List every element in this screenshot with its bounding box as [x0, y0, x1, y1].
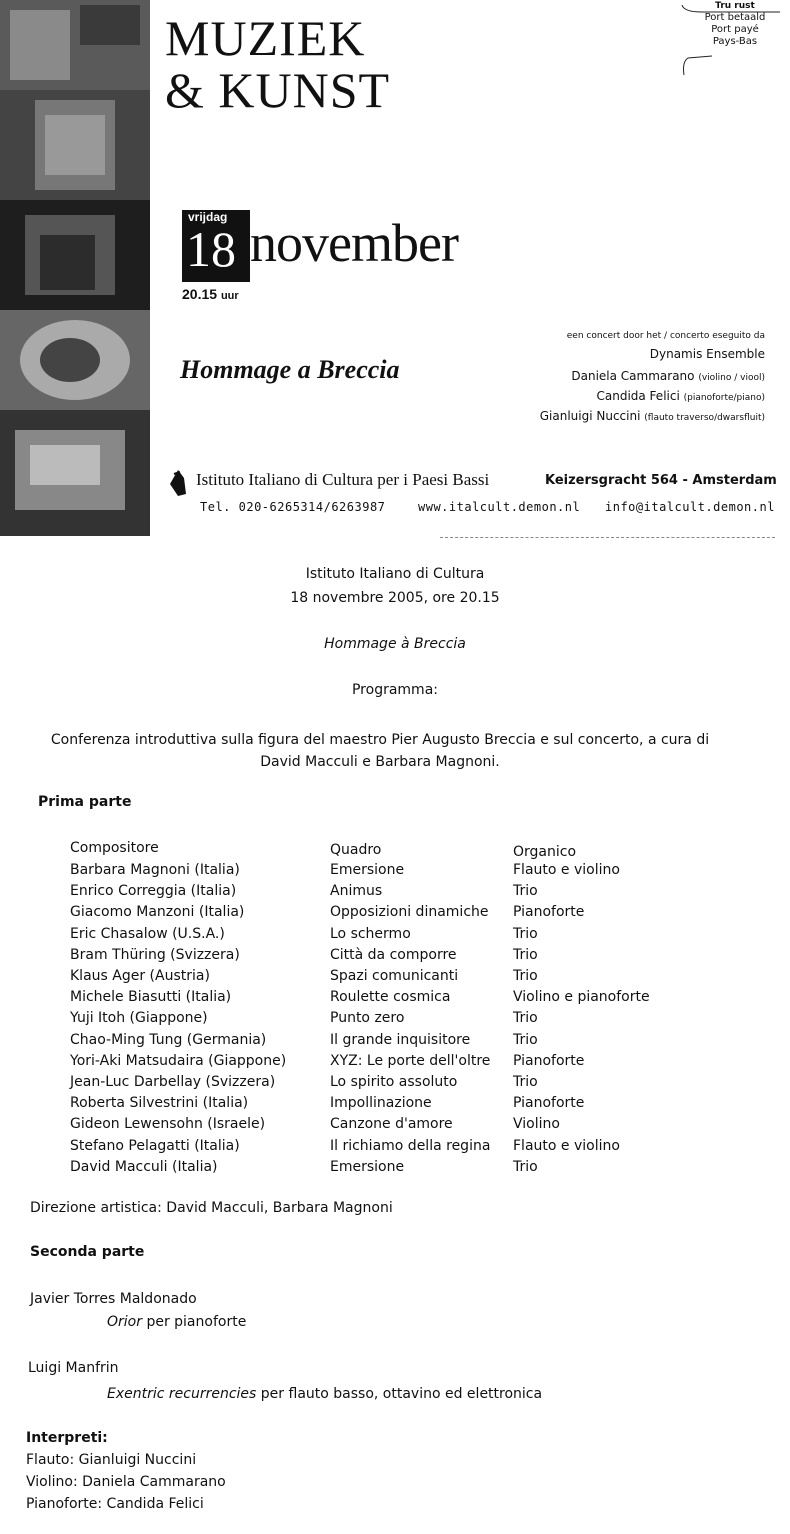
performer: Gianluigi Nuccini (flauto traverso/dwarsfluit) — [539, 409, 765, 423]
institute-name: Istituto Italiano di Cultura per i Paesi Bassi — [196, 470, 490, 489]
composer-cell: Gideon Lewensohn (Israele) — [70, 1116, 266, 1133]
day-number: 18 — [186, 221, 236, 277]
second-part-work — [107, 1386, 542, 1402]
work-instrumentation: per flauto basso, ottavino ed elettronica — [260, 1386, 543, 1402]
day-name: vrijdag — [188, 210, 228, 224]
seconda-parte-heading: Seconda parte — [30, 1244, 145, 1260]
composer-cell: Giacomo Manzoni (Italia) — [70, 904, 245, 921]
ensemble-name: Dynamis Ensemble — [649, 347, 765, 361]
event-title: Hommage a Breccia — [180, 355, 400, 384]
interpreter: Flauto: Gianluigi Nuccini — [26, 1452, 197, 1468]
table-row — [0, 904, 790, 925]
second-part-composer: Javier Torres Maldonado — [30, 1291, 197, 1307]
table-row — [0, 1159, 790, 1180]
ensemble-cell: Trio — [513, 946, 538, 963]
interpreti-heading: Interpreti: — [26, 1430, 108, 1446]
composer-cell: Klaus Ager (Austria) — [70, 968, 210, 984]
month: november — [250, 213, 458, 273]
piece-cell: Opposizioni dinamiche — [330, 904, 489, 921]
venue: Istituto Italiano di Cultura — [305, 566, 485, 582]
interpreter: Pianoforte: Candida Felici — [26, 1496, 204, 1512]
piece-cell: Animus — [330, 883, 383, 900]
ensemble-cell: Trio — [513, 1031, 538, 1048]
table-row — [0, 862, 790, 883]
composer-cell: Jean-Luc Darbellay (Svizzera) — [70, 1074, 276, 1090]
piece-cell: Roulette cosmica — [330, 989, 451, 1006]
performer: Candida Felici (pianoforte/piano) — [596, 389, 765, 403]
piece-cell: Canzone d'amore — [330, 1116, 453, 1133]
column-header-composer: Compositore — [70, 840, 159, 856]
piece-cell: Impollinazione — [330, 1095, 432, 1112]
column-header-piece: Quadro — [330, 842, 382, 858]
postal-line-2: Port payé — [711, 24, 759, 35]
table-row — [0, 968, 790, 989]
composer-cell: David Macculi (Italia) — [70, 1158, 218, 1175]
photo-collage — [0, 0, 150, 536]
second-part-work — [107, 1314, 246, 1330]
institute-logo-icon — [164, 468, 190, 498]
composer-cell: Enrico Correggia (Italia) — [70, 883, 237, 900]
ensemble-cell: Pianoforte — [513, 1095, 585, 1112]
postal-top: Tru rust — [715, 1, 755, 11]
column-header-ensemble: Organico — [513, 844, 577, 860]
second-part-composer: Luigi Manfrin — [28, 1360, 119, 1376]
ensemble-cell: Trio — [513, 883, 538, 900]
prima-parte-heading: Prima parte — [38, 794, 132, 810]
piece-cell: Lo spirito assoluto — [330, 1074, 458, 1090]
ensemble-cell: Flauto e violino — [513, 1137, 620, 1154]
ensemble-cell: Trio — [513, 1010, 538, 1027]
introduction: Conferenza introduttiva sulla figura del maestro Pier Augusto Breccia e sul concerto, a cura di David Macculi e Barbara Magnoni. — [50, 732, 710, 770]
composer-cell: Bram Thüring (Svizzera) — [70, 946, 240, 963]
piece-cell: Emersione — [330, 862, 405, 878]
performer: Daniela Cammarano (violino / viool) — [571, 369, 765, 383]
institute-phone: Tel. 020-6265314/6263987 — [200, 500, 386, 514]
piece-cell: Il grande inquisitore — [330, 1031, 471, 1048]
table-row — [0, 989, 790, 1010]
table-row — [0, 1053, 790, 1074]
piece-cell: Lo schermo — [330, 925, 411, 942]
ensemble-cell: Flauto e violino — [513, 862, 620, 878]
table-row — [0, 1010, 790, 1031]
table-row — [0, 1095, 790, 1116]
ensemble-cell: Trio — [513, 968, 538, 984]
ensemble-info — [540, 327, 765, 427]
ensemble-cell: Violino e pianoforte — [513, 989, 650, 1006]
composer-cell: Stefano Pelagatti (Italia) — [70, 1137, 240, 1154]
piece-cell: Punto zero — [330, 1010, 405, 1027]
institute-website: www.italcult.demon.nl — [418, 500, 581, 514]
composer-cell: Roberta Silvestrini (Italia) — [70, 1095, 249, 1112]
table-row — [0, 1074, 790, 1095]
composer-cell: Chao-Ming Tung (Germania) — [70, 1031, 267, 1048]
ensemble-cell: Trio — [513, 1158, 538, 1175]
title-line-2: & KUNST — [165, 62, 391, 118]
ensemble-cell: Violino — [513, 1116, 560, 1133]
piece-cell: Emersione — [330, 1158, 405, 1175]
composer-cell: Eric Chasalow (U.S.A.) — [70, 925, 225, 942]
artistic-direction: Direzione artistica: David Macculi, Barbara Magnoni — [30, 1200, 393, 1216]
time-value: 20.15 — [182, 286, 218, 302]
table-header — [0, 840, 790, 861]
divider — [440, 537, 775, 538]
institute-email: info@italcult.demon.nl — [605, 500, 775, 514]
piece-cell: Spazi comunicanti — [330, 968, 459, 984]
ensemble-intro: een concert door het / concerto eseguito da — [566, 331, 765, 341]
table-row — [0, 1138, 790, 1159]
table-row — [0, 1032, 790, 1053]
table-row — [0, 947, 790, 968]
programme-title: Hommage à Breccia — [324, 636, 466, 652]
programma-label: Programma: — [351, 682, 438, 698]
postal-line-1: Port betaald — [704, 12, 766, 23]
title-line-1: MUZIEK — [165, 10, 366, 66]
piece-cell: Città da comporre — [330, 946, 457, 963]
table-row — [0, 926, 790, 947]
composer-cell: Yuji Itoh (Giappone) — [70, 1010, 208, 1027]
ensemble-cell: Trio — [513, 925, 538, 942]
piece-cell: Il richiamo della regina — [330, 1137, 491, 1154]
ensemble-cell: Pianoforte — [513, 904, 585, 921]
postal-line-3: Pays-Bas — [712, 36, 758, 47]
time-unit: uur — [220, 290, 239, 302]
ensemble-cell: Pianoforte — [513, 1052, 585, 1069]
piece-cell: XYZ: Le porte dell'oltre — [330, 1052, 491, 1069]
work-instrumentation: per pianoforte — [146, 1314, 247, 1330]
postage-paid-mark — [680, 0, 790, 48]
ensemble-cell: Trio — [513, 1074, 538, 1090]
composer-cell: Yori-Aki Matsudaira (Giappone) — [70, 1052, 287, 1069]
event-time — [182, 286, 239, 302]
work-title: Orior — [107, 1314, 142, 1330]
concert-date: 18 novembre 2005, ore 20.15 — [290, 590, 500, 606]
composer-cell: Barbara Magnoni (Italia) — [70, 862, 240, 878]
institute-address: Keizersgracht 564 - Amsterdam — [545, 473, 777, 488]
table-row — [0, 1116, 790, 1137]
interpreter: Violino: Daniela Cammarano — [26, 1474, 226, 1490]
table-row — [0, 883, 790, 904]
magazine-title — [165, 12, 390, 116]
work-title: Exentric recurrencies — [107, 1386, 257, 1402]
composer-cell: Michele Biasutti (Italia) — [70, 989, 232, 1006]
